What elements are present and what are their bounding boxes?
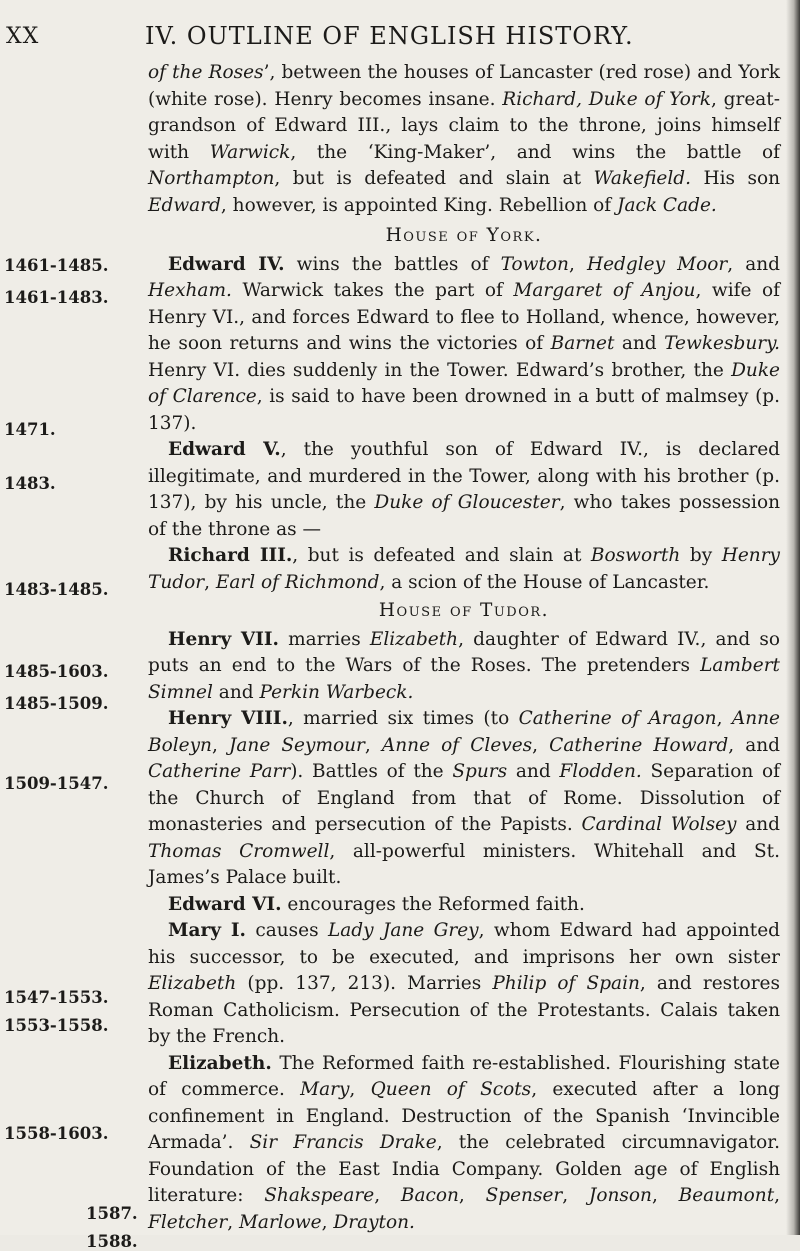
italic-term: of the Roses bbox=[148, 62, 264, 83]
italic-term: Spenser bbox=[485, 1185, 563, 1206]
text-run: , bbox=[204, 571, 216, 593]
text-run: by bbox=[680, 545, 722, 566]
italic-term: Wakefield. bbox=[593, 168, 691, 189]
text-run: ). Battles of the bbox=[290, 761, 453, 782]
text-run: , bbox=[532, 734, 550, 756]
text-run: , daughter of Edward IV., and so puts an end to the Wars of the Roses. The pretenders bbox=[148, 628, 780, 676]
paragraph bbox=[148, 252, 780, 438]
italic-term: Bosworth bbox=[590, 545, 681, 566]
ruler-name: Henry VII. bbox=[168, 628, 279, 650]
year-label: 1471. bbox=[4, 420, 56, 439]
paragraph bbox=[148, 918, 780, 1051]
text-run: , bbox=[374, 1185, 401, 1206]
paragraph bbox=[148, 60, 780, 219]
italic-term: Mary bbox=[300, 1079, 350, 1100]
italic-term: Bacon bbox=[400, 1185, 459, 1206]
italic-term: Northampton bbox=[148, 168, 275, 189]
italic-term: Tewkesbury. bbox=[664, 333, 780, 354]
text-run: Separation of the Church of England from that of Rome. Dissolution of monasteries and persecution of the Papists. bbox=[148, 761, 780, 835]
paragraph bbox=[148, 627, 780, 707]
italic-term: Queen of Scots bbox=[370, 1079, 532, 1100]
text-run: Warwick takes the part of bbox=[231, 280, 514, 301]
page-number: XX bbox=[6, 24, 40, 49]
text-run: , who takes possession of the throne as — bbox=[148, 492, 781, 540]
italic-term: Perkin Warbeck. bbox=[259, 681, 414, 703]
year-label: 1485-1509. bbox=[4, 694, 109, 713]
italic-term: Lambert Simnel bbox=[148, 655, 780, 703]
text-run: , executed after a long confinement in England. Destruction of the Spanish ‘Invincible Armada’. bbox=[148, 1079, 781, 1153]
text-run: , bbox=[227, 1211, 239, 1233]
italic-term: Earl of Richmond bbox=[215, 571, 380, 593]
italic-term: Beaumont bbox=[678, 1185, 775, 1206]
section-heading-tudor: House of Tudor. bbox=[378, 600, 550, 621]
year-label: 1509-1547. bbox=[4, 774, 109, 793]
text-run: and bbox=[507, 761, 560, 782]
ruler-name: Edward IV. bbox=[168, 253, 285, 275]
section-heading-york: House of York. bbox=[385, 225, 543, 246]
text-run: , bbox=[568, 253, 587, 275]
text-run: and bbox=[614, 333, 665, 354]
italic-term: Warwick bbox=[209, 141, 291, 163]
page-edge-shadow bbox=[786, 0, 800, 1235]
year-label: 1547-1553. bbox=[4, 988, 109, 1007]
text-run: , but is defeated and slain at bbox=[292, 545, 591, 566]
text-run: and bbox=[736, 814, 780, 835]
year-label: 1553-1558. bbox=[4, 1016, 109, 1035]
text-run: Henry VI. dies suddenly in the Tower. Edward’s brother, the bbox=[148, 359, 732, 381]
year-label: 1558-1603. bbox=[4, 1124, 109, 1143]
paragraph bbox=[148, 1051, 780, 1237]
text-run: , great-grandson of Edward III., lays claim to the throne, joins himself with bbox=[148, 88, 780, 163]
italic-term: Catherine Parr bbox=[148, 761, 291, 782]
italic-term: Jonson bbox=[588, 1185, 652, 1206]
text-run: , and bbox=[728, 734, 780, 756]
text-run: , bbox=[774, 1185, 781, 1206]
text-run: , all-powerful ministers. Whitehall and St. James’s Palace built. bbox=[148, 840, 780, 888]
text-run: , bbox=[651, 1185, 679, 1206]
italic-term: Lady Jane Grey bbox=[327, 920, 479, 941]
text-run: , bbox=[716, 708, 732, 729]
ruler-name: Mary I. bbox=[168, 920, 246, 941]
italic-term: Shakspeare bbox=[264, 1185, 375, 1206]
page-header bbox=[0, 14, 800, 54]
text-run: (pp. 137, 213). Marries bbox=[236, 973, 493, 994]
year-label: 1588. bbox=[86, 1232, 138, 1251]
italic-term: Sir Francis Drake bbox=[249, 1132, 437, 1153]
text-run: , bbox=[321, 1211, 334, 1233]
year-label: 1587. bbox=[86, 1204, 138, 1223]
paragraph bbox=[148, 892, 780, 919]
text-run: , bbox=[349, 1079, 371, 1100]
text-run: His son bbox=[691, 168, 781, 189]
italic-term: Cardinal Wolsey bbox=[581, 814, 737, 835]
text-run: , whom Edward had appointed his successor, to be executed, and imprisons her own sister bbox=[148, 920, 780, 968]
text-run: , married six times (to bbox=[287, 708, 519, 729]
italic-term: Marlowe bbox=[238, 1211, 322, 1233]
text-run: , the celebrated circumnavigator. Foundation of the East India Company. Golden age of English literature: bbox=[148, 1132, 780, 1206]
italic-term: Margaret of Anjou bbox=[513, 280, 696, 301]
text-run: The Reformed faith re-established. Flourishing state of commerce. bbox=[148, 1052, 780, 1100]
ruler-name: Edward V. bbox=[168, 439, 281, 460]
text-run: , bbox=[364, 734, 382, 756]
italic-term: Elizabeth bbox=[369, 628, 459, 650]
ruler-name: Henry VIII. bbox=[168, 708, 288, 729]
italic-term: Richard, Duke of York bbox=[502, 88, 711, 110]
text-run: , the ‘King-Maker’, and wins the battle of bbox=[290, 141, 780, 163]
text-run: , bbox=[562, 1185, 589, 1206]
italic-term: Elizabeth bbox=[148, 973, 237, 994]
text-run: encourages the Reformed faith. bbox=[281, 893, 585, 915]
italic-term: Jane Seymour bbox=[228, 734, 365, 756]
text-run: ’, between the houses of Lancaster (red rose) and York (white rose). Henry becomes insane. bbox=[148, 62, 780, 110]
running-title: IV. OUTLINE OF ENGLISH HISTORY. bbox=[145, 22, 634, 50]
text-run: , and restores Roman Catholicism. Persecution of the Protestants. Calais taken by the French. bbox=[148, 973, 780, 1047]
paragraph bbox=[148, 543, 780, 596]
main-text bbox=[148, 60, 780, 1236]
year-label: 1483. bbox=[4, 474, 56, 493]
italic-term: Philip of Spain bbox=[492, 973, 640, 994]
text-run: , however, is appointed King. Rebellion of bbox=[220, 194, 618, 216]
italic-term: Hexham. bbox=[148, 280, 232, 301]
ruler-name: Elizabeth. bbox=[168, 1052, 272, 1074]
italic-term: Towton bbox=[500, 253, 569, 275]
italic-term: Thomas Cromwell bbox=[148, 840, 330, 862]
italic-term: Drayton. bbox=[333, 1211, 415, 1233]
text-run: wins the battles of bbox=[284, 253, 501, 275]
text-run: , bbox=[211, 734, 229, 756]
italic-term: Duke of Clarence bbox=[148, 359, 780, 407]
italic-term: Flodden. bbox=[559, 761, 642, 782]
text-run: and bbox=[212, 681, 260, 703]
italic-term: Duke of Gloucester bbox=[374, 492, 560, 513]
text-run: , wife of Henry VI., and forces Edward to flee to Holland, whence, however, he soon returns and wins the victories of bbox=[148, 280, 780, 354]
year-label: 1461-1485. bbox=[4, 256, 109, 275]
italic-term: Catherine Howard bbox=[549, 734, 729, 756]
italic-term: Hedgley Moor bbox=[586, 253, 728, 275]
text-run: , the youthful son of Edward IV., is declared illegitimate, and murdered in the Tower, along with his brother (p. 137), by his uncle, the bbox=[148, 439, 780, 513]
paragraph bbox=[148, 706, 780, 892]
text-run: , is said to have been drowned in a butt of malmsey (p. 137). bbox=[148, 386, 781, 434]
year-label: 1483-1485. bbox=[4, 580, 109, 599]
italic-term: Spurs bbox=[452, 761, 508, 782]
text-run: marries bbox=[278, 628, 370, 650]
ruler-name: Edward VI. bbox=[168, 893, 282, 915]
text-run: , bbox=[458, 1185, 486, 1206]
italic-term: Edward bbox=[148, 194, 221, 216]
italic-term: Anne of Cleves bbox=[381, 734, 533, 756]
text-run: , a scion of the House of Lancaster. bbox=[379, 571, 710, 593]
text-run: , but is defeated and slain at bbox=[274, 168, 594, 189]
ruler-name: Richard III. bbox=[168, 545, 293, 566]
text-run: causes bbox=[245, 920, 328, 941]
italic-term: Fletcher bbox=[148, 1211, 228, 1233]
italic-term: Barnet bbox=[550, 333, 615, 354]
italic-term: Henry Tudor bbox=[148, 545, 780, 593]
paragraph bbox=[148, 437, 780, 543]
italic-term: Catherine of Aragon bbox=[518, 708, 717, 729]
text-run: , and bbox=[727, 253, 780, 275]
italic-term: Jack Cade. bbox=[617, 194, 717, 216]
year-label: 1485-1603. bbox=[4, 662, 109, 681]
year-label: 1461-1483. bbox=[4, 288, 109, 307]
italic-term: Anne Boleyn bbox=[148, 708, 780, 756]
